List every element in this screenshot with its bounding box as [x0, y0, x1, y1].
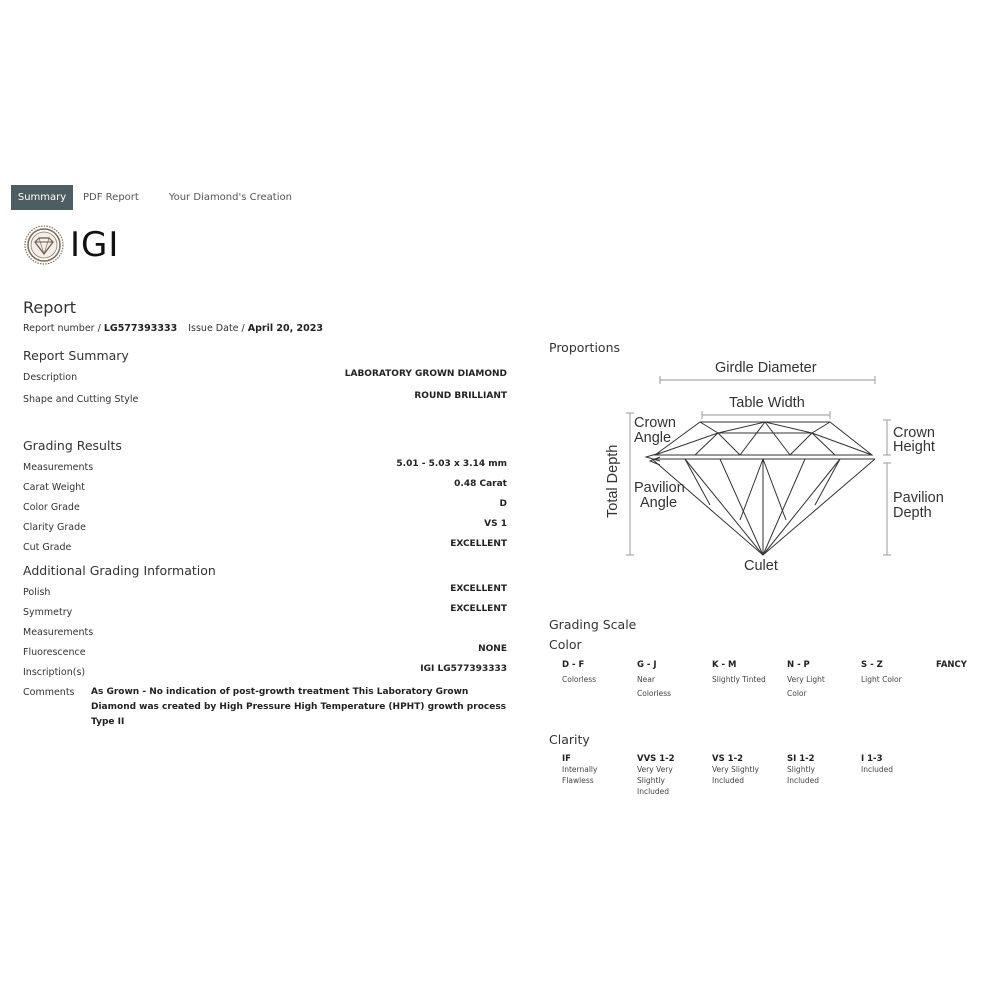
clarity-grade-value: VS 1	[484, 519, 507, 529]
color-scale-title: Color	[549, 637, 582, 652]
shape-label: Shape and Cutting Style	[23, 394, 139, 405]
inscription-value: IGI LG577393333	[420, 664, 507, 674]
clarity-grade-label: Clarity Grade	[23, 522, 86, 533]
diamond-proportions-diagram	[600, 355, 900, 570]
polish-value: EXCELLENT	[450, 584, 507, 594]
color-code-np: N - P	[787, 660, 810, 670]
total-depth-label: Total Depth	[605, 444, 621, 518]
measurements-value: 5.01 - 5.03 x 3.14 mm	[396, 459, 507, 469]
color-desc-gj: Near Colorless	[637, 675, 672, 698]
additional-measurements-label: Measurements	[23, 627, 94, 638]
tab-pdf-report[interactable]: PDF Report	[83, 192, 139, 203]
crown-height-label-1: Crown	[893, 425, 935, 441]
color-code-sz: S - Z	[861, 660, 883, 670]
color-grade-label: Color Grade	[23, 502, 80, 513]
pavilion-depth-label-2: Depth	[893, 505, 932, 521]
clarity-desc-vs: Very Slightly Included	[712, 765, 759, 785]
carat-label: Carat Weight	[23, 482, 86, 493]
color-desc-sz: Light Color	[861, 675, 902, 684]
measurements-label: Measurements	[23, 462, 94, 473]
clarity-scale-title: Clarity	[549, 732, 590, 747]
girdle-diameter-label: Girdle Diameter	[715, 360, 817, 376]
report-number: LG577393333	[103, 323, 178, 334]
clarity-desc-if: Internally Flawless	[562, 765, 598, 785]
grading-results-title: Grading Results	[23, 438, 122, 453]
report-summary-title: Report Summary	[23, 348, 129, 363]
shape-value: ROUND BRILLIANT	[414, 391, 507, 401]
color-desc-np: Very Light Color	[787, 675, 825, 698]
clarity-code-vs: VS 1-2	[712, 754, 744, 764]
cut-grade-label: Cut Grade	[23, 542, 72, 553]
pavilion-depth-label-1: Pavilion	[893, 490, 944, 506]
color-code-km: K - M	[712, 660, 737, 670]
symmetry-label: Symmetry	[23, 607, 73, 618]
description-value: LABORATORY GROWN DIAMOND	[344, 369, 507, 379]
inscription-label: Inscription(s)	[23, 667, 86, 678]
crown-height-label-2: Height	[893, 439, 935, 455]
fluorescence-label: Fluorescence	[23, 647, 86, 658]
report-number-label: Report number /	[23, 323, 104, 334]
carat-value: 0.48 Carat	[454, 479, 507, 489]
clarity-desc-si: Slightly Included	[787, 765, 820, 785]
tab-bar	[11, 185, 302, 210]
color-desc-km: Slightly Tinted	[712, 675, 766, 684]
clarity-desc-i: Included	[861, 765, 894, 774]
description-label: Description	[23, 372, 78, 383]
color-code-gj: G - J	[637, 660, 657, 670]
clarity-code-si: SI 1-2	[787, 754, 815, 764]
report-meta	[23, 323, 323, 334]
fluorescence-value: NONE	[478, 644, 507, 654]
culet-label: Culet	[744, 558, 778, 574]
polish-label: Polish	[23, 587, 51, 598]
logo-text: IGI	[70, 225, 120, 265]
clarity-code-i: I 1-3	[861, 754, 883, 764]
table-width-label: Table Width	[729, 395, 805, 411]
page-title: Report	[23, 298, 77, 317]
igi-logo	[24, 225, 119, 265]
comments-value: As Grown - No indication of post-growth treatment This Laboratory Grown Diamond was created by High Pressure High Temperature (HPHT) growth process Type II	[91, 687, 507, 727]
clarity-desc-vvs: Very Very Slightly Included	[637, 765, 673, 796]
color-code-fancy: FANCY	[936, 660, 967, 670]
cut-grade-value: EXCELLENT	[450, 539, 507, 549]
clarity-code-if: IF	[562, 754, 571, 764]
tab-summary[interactable]: Summary	[11, 185, 73, 210]
issue-date-label: Issue Date /	[188, 323, 248, 334]
symmetry-value: EXCELLENT	[450, 604, 507, 614]
crown-angle-label-1: Crown	[634, 415, 676, 431]
comments-label: Comments	[23, 687, 75, 698]
crown-angle-label-2: Angle	[634, 430, 672, 446]
color-grade-value: D	[499, 499, 507, 509]
pavilion-angle-label-1: Pavilion	[634, 480, 685, 496]
tab-diamond-creation[interactable]: Your Diamond's Creation	[168, 192, 292, 203]
igi-seal-icon	[24, 225, 64, 265]
pavilion-angle-label-2: Angle	[640, 495, 678, 511]
color-desc-df: Colorless	[562, 675, 597, 684]
clarity-code-vvs: VVS 1-2	[637, 754, 675, 764]
additional-info-title: Additional Grading Information	[23, 563, 216, 578]
proportions-title: Proportions	[549, 340, 621, 355]
issue-date: April 20, 2023	[247, 323, 324, 334]
grading-scale-title: Grading Scale	[549, 617, 637, 632]
color-code-df: D - F	[562, 660, 585, 670]
